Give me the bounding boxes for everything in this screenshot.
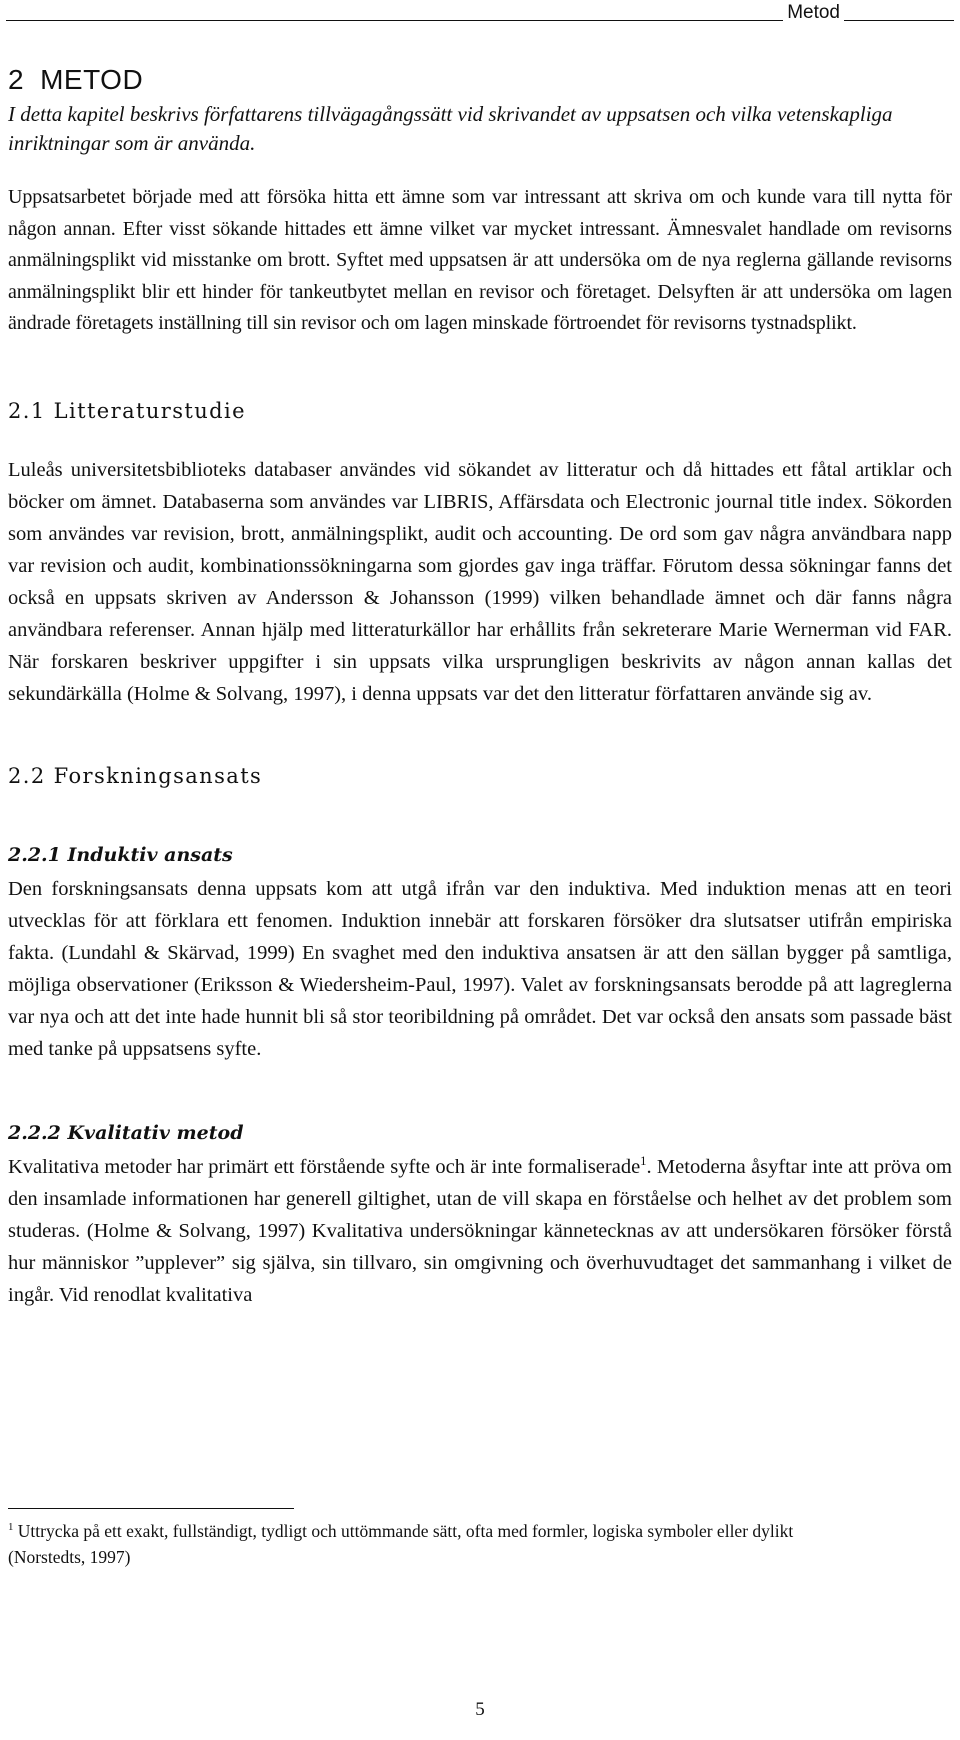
section-heading-2-1: 2.1 Litteraturstudie <box>8 398 246 423</box>
subsection-number: 2.2.1 <box>8 843 61 866</box>
footnote-separator <box>8 1508 294 1509</box>
subsection-heading-2-2-1 <box>8 841 952 869</box>
section-2-1-paragraph: Luleås universitetsbiblioteks databaser användes vid sökandet av litteratur och då hittades ett fåtal artiklar och böcker om ämnet. Databaserna som användes var LIBRIS, Affärsdata och Electronic journal title index. Sökorden som användes var revision, brott, anmälningsplikt, audit och accounting. De ord som gav några användbara napp var revision och audit, kombinationssökningarna som gjordes gav inga träffar. Förutom dessa sökningar fanns det också en uppsats skriven av Andersson & Johansson (1999) vilken behandlade ämnet och där fanns några användbara referenser. Annan hjälp med litteraturkällor har erhållits från sekreterare Marie Wernerman vid FAR. När forskaren beskriver uppgifter i sin uppsats vilka ursprungligen beskrivits av någon annan kallas det sekundärkälla (Holme & Solvang, 1997), i denna uppsats var det den litteratur författaren använde sig av. <box>8 458 952 705</box>
page-content <box>8 62 952 1311</box>
footnote-reference[interactable]: 1 <box>640 1153 647 1168</box>
subsection-heading-2-2-2 <box>8 1119 952 1147</box>
chapter-title: METOD <box>40 64 144 95</box>
subsection-number: 2.2.2 <box>8 1121 61 1144</box>
subsection-title: Induktiv ansats <box>67 843 233 866</box>
chapter-heading <box>8 62 952 98</box>
footnote <box>8 1518 860 1570</box>
subsection-title: Kvalitativ metod <box>67 1121 244 1144</box>
footnote-marker: 1 <box>8 1521 14 1534</box>
chapter-intro: I detta kapitel beskrivs författarens tillvägagångssätt vid skrivandet av uppsatsen och vilka vetenskapliga inriktningar som är använda. <box>8 102 893 155</box>
running-title: Metod <box>787 2 840 23</box>
running-header <box>6 0 954 24</box>
subsection-2-2-2-paragraph <box>8 1151 952 1311</box>
header-rule-left <box>6 20 783 21</box>
subsection-2-2-1-paragraph: Den forskningsansats denna uppsats kom att utgå ifrån var den induktiva. Med induktion menas att en teori utvecklas för att förklara ett fenomen. Induktion innebär att forskaren försöker dra slutsatser utifrån empiriska fakta. (Lundahl & Skärvad, 1999) En svaghet med den induktiva ansatsen är att den sällan bygger på samtliga, möjliga observationer (Eriksson & Wiedersheim-Paul, 1997). Valet av forskningsansats berodde på att lagreglerna var nya och att det inte hade hunnit bli så stor teoribildning på området. Det var också den ansats som passade bäst med tanke på uppsatsens syfte. <box>8 877 952 1060</box>
chapter-number: 2 <box>8 64 25 95</box>
footnote-text: Uttrycka på ett exakt, fullständigt, tydligt och uttömmande sätt, ofta med formler, logiska symboler eller dylikt (Norstedts, 1997) <box>8 1521 794 1567</box>
paragraph-text-start: Kvalitativa metoder har primärt ett förstående syfte och är inte formaliserade <box>8 1155 641 1178</box>
header-rule-right <box>844 20 954 21</box>
paragraph-text-end: . Metoderna åsyftar inte att pröva om den insamlade informationen har generell giltighet, utan de vill skapa en förståelse och helhet av det problem som studeras. (Holme & Solvang, 1997) Kvalitativa undersökningar kännetecknas av att undersökaren försöker förstå hur människor ”upplever” sig själva, sin tillvaro, sin omgivning och överhuvudtaget det sammanhang i vilket de ingår. Vid renodlat kvalitativa <box>8 1155 952 1306</box>
page-number: 5 <box>475 1699 485 1720</box>
chapter-paragraph: Uppsatsarbetet började med att försöka hitta ett ämne som var intressant att skriva om och kunde vara till nytta för någon annan. Efter visst sökande hittades ett ämne vilket var mycket intressant. Ämnesvalet handlade om revisorns anmälningsplikt vid misstanke om brott. Syftet med uppsatsen är att undersöka om de nya reglerna gällande revisorns anmälningsplikt blir ett hinder för tankeutbytet mellan en revisor och företaget. Delsyften är att undersöka om lagen ändrade företagets inställning till sin revisor och om lagen minskade förtroendet för revisorns tystnadsplikt. <box>8 186 952 334</box>
section-heading-2-2: 2.2 Forskningsansats <box>8 763 263 788</box>
